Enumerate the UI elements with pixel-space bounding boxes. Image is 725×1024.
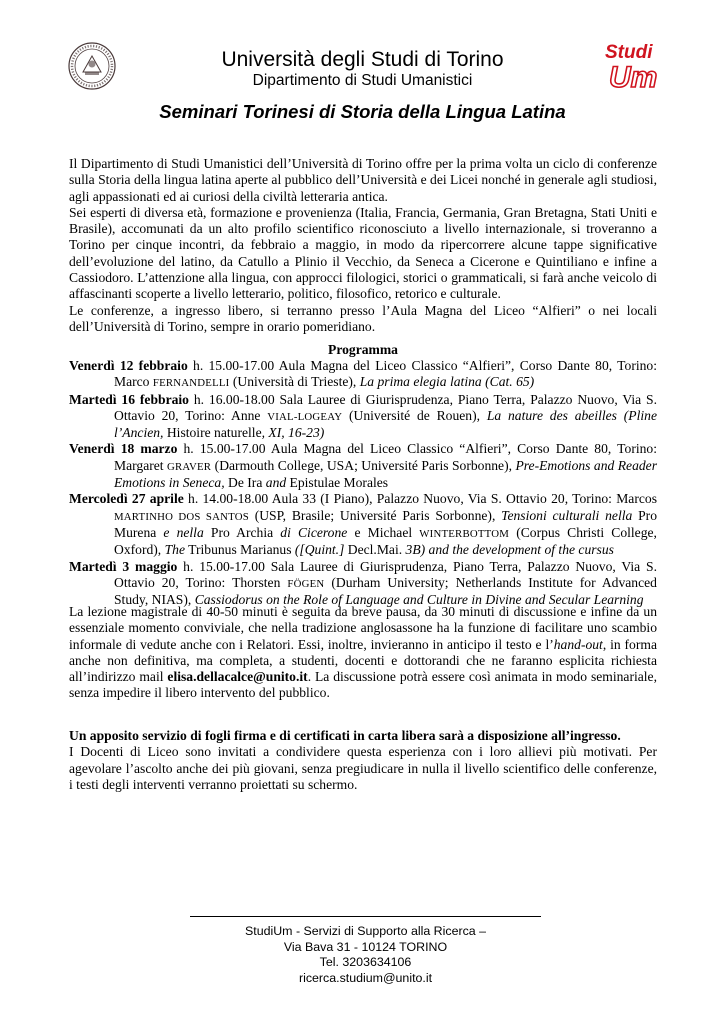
program-event <box>69 441 657 491</box>
intro-text <box>69 156 657 335</box>
lecture-title: La nature des abeilles (Pline l’Ancien, <box>114 407 657 441</box>
hand-out-term: hand-out <box>553 636 603 652</box>
event-date: Martedì 16 febbraio <box>69 391 189 407</box>
speaker-surname: VIAL-LOGEAY <box>267 410 343 423</box>
event-affiliation: (Darmouth College, USA; Université Paris Sorbonne), <box>211 457 516 473</box>
event-date: Venerdì 18 marzo <box>69 441 178 457</box>
event-date: Venerdì 12 febbraio <box>69 358 188 373</box>
event-info: h. 15.00-17.00 Sala Lauree di Giurisprudenza, Piano Terra, Palazzo Nuovo, Via S. Ottavio 20, Torino: Thorsten <box>114 558 657 590</box>
contact-email: elisa.dellacalce@unito.it <box>167 669 308 685</box>
lecture-title-part: and <box>265 475 287 491</box>
lecture-title: Cassiodorus on the Role of Language and Culture in Divine and Secular Learning <box>194 592 644 608</box>
event-date: Mercoledì 27 aprile <box>69 491 184 507</box>
speaker-surname: GRAVER <box>167 460 212 473</box>
event-info: e Michael <box>347 524 420 540</box>
intro-paragraph: Sei esperti di diversa età, formazione e provenienza (Italia, Francia, Germania, Gran Bretagna, Stati Uniti e Brasile), accomunati da un alto profilo scientifico riconosciuto a livello internazionale, si troveranno a Torino per cinque incontri, da febbraio a maggio, in modo da ripercorrere alcune tappe significative dell’evoluzione del latino, da Catullo a Plinio il Vecchio, da Seneca a Cicerone e Quintiliano e infine a Cassiodoro. L’attenzione alla lingua, con approcci filologici, storici o grammaticali, si farà anche veicolo di affascinanti scoperte a livello letterario, politico, filosofico, retorico e culturale. <box>69 204 657 302</box>
speaker-surname: FERNANDELLI <box>152 377 230 390</box>
footer-address: Via Bava 31 - 10124 TORINO <box>283 939 448 954</box>
lecture-title-part: Pro Archia <box>203 524 281 540</box>
lecture-title-part: e nella <box>163 524 204 540</box>
notice-bold-line: Un apposito servizio di fogli firma e di certificati in carta libera sarà a disposizione all’ingresso. <box>69 728 621 743</box>
lecture-text: La lezione magistrale di 40-50 minuti è seguita da breve pausa, da 30 minuti di discussione e infine da un essenziale momento conviviale, che nella tradizione anglosassone ha la funzione di facilitare uno scambio informale di vedute anche con i Relatori. Essi, inoltre, invieranno in anticipo il testo e l’ <box>69 604 657 652</box>
svg-text:Studi: Studi <box>605 42 653 63</box>
lecture-title-part: ([Quint.] <box>294 542 345 558</box>
footer-phone: Tel. 3203634106 <box>319 955 412 970</box>
speaker-surname: FÖGEN <box>287 577 325 590</box>
university-title: Università degli Studi di Torino <box>221 48 504 71</box>
department-title: Dipartimento di Studi Umanistici <box>252 72 473 89</box>
seminar-title: Seminari Torinesi di Storia della Lingua Latina <box>159 101 566 122</box>
lecture-title-part: di Cicerone <box>280 524 348 540</box>
event-affiliation: (Università di Trieste), <box>229 374 360 390</box>
svg-text:Um: Um <box>609 61 658 90</box>
event-affiliation: (Durham University; Netherlands Institute for Advanced Study, NIAS), <box>114 574 657 608</box>
program-event <box>69 392 657 442</box>
intro-paragraph: Il Dipartimento di Studi Umanistici dell’Università di Torino offre per la prima volta un ciclo di conferenze sulla Storia della lingua latina aperte al pubblico dell’Università e dei Licei nonché in generale agli studiosi, agli appassionati ed ai curiosi della civiltà letteraria antica. <box>69 156 657 204</box>
program-event <box>69 491 657 558</box>
program-event <box>69 559 657 609</box>
footer-divider <box>190 916 541 917</box>
program-heading: Programma <box>328 342 398 357</box>
lecture-title: Tensioni culturali nella <box>501 507 633 523</box>
lecture-title-part: Tribunus Marianus <box>184 542 295 558</box>
lecture-paragraph <box>69 604 657 702</box>
lecture-title-part: 3B) and the development of the cursus <box>405 542 614 558</box>
event-info: h. 14.00-18.00 Aula 33 (I Piano), Palazzo Nuovo, Via S. Ottavio 20, Torino: Marcos <box>183 491 657 507</box>
lecture-text: , in forma anche non definitiva, ma completa, a studenti, docenti e dottorandi che ne faranno esplicita richiesta all’indirizzo mail <box>69 636 657 685</box>
speaker-surname: MARTINHO DOS SANTOS <box>114 510 249 523</box>
event-info: h. 15.00-17.00 Aula Magna del Liceo Classico “Alfieri”, Corso Dante 80, Torino: Marco <box>114 358 657 390</box>
lecture-title-part: Histoire naturelle <box>163 425 262 441</box>
event-affiliation: (USP, Brasile; Université Paris Sorbonne), <box>248 507 502 523</box>
footer-email: ricerca.studium@unito.it <box>298 970 433 985</box>
lecture-title-part: De Ira <box>224 475 266 491</box>
lecture-title-part: Pro Murena <box>114 507 657 540</box>
event-affiliation: (Corpus Christi College, Oxford), <box>114 524 657 558</box>
intro-paragraph: Le conferenze, a ingresso libero, si terranno presso l’Aula Magna del Liceo “Alfieri” o nei locali dell’Università di Torino, sempre in orario pomeridiano. <box>69 302 657 334</box>
event-info: h. 15.00-17.00 Aula Magna del Liceo Classico “Alfieri”, Corso Dante 80, Torino: Margaret <box>114 441 657 473</box>
program-list <box>69 358 657 608</box>
lecture-text: . La discussione potrà essere così animata in modo seminariale, senza impedire il libero intervento del pubblico. <box>69 669 657 701</box>
lecture-title-part: Decl.Mai. <box>344 542 406 558</box>
lecture-title: The <box>164 542 185 558</box>
event-date: Martedì 3 maggio <box>69 558 178 574</box>
program-event <box>69 358 657 392</box>
lecture-title: Pre-Emotions and Reader Emotions in Seneca, <box>114 457 657 491</box>
event-info: h. 16.00-18.00 Sala Lauree di Giurisprudenza, Piano Terra, Palazzo Nuovo, Via S. Ottavio 20, Torino: Anne <box>114 391 657 423</box>
lecture-title: La prima elegia latina (Cat. 65) <box>359 374 535 390</box>
notice-text: I Docenti di Liceo sono invitati a condividere questa esperienza con i loro allievi più motivati. Per agevolare l’ascolto anche dei più giovani, senza pregiudicare in nulla il livello scientifico delle conferenze, i testi degli interventi verranno proiettati su schermo. <box>69 744 657 792</box>
lecture-title-part: , XI, 16-23) <box>261 425 325 441</box>
footer <box>190 924 541 986</box>
event-affiliation: (Université de Rouen), <box>342 407 487 423</box>
speaker-surname: WINTERBOTTOM <box>419 527 510 540</box>
footer-line: StudiUm - Servizi di Supporto alla Ricerca – <box>244 924 487 938</box>
lecture-title-part: Epistulae Morales <box>286 475 389 491</box>
notice-block <box>69 728 657 793</box>
